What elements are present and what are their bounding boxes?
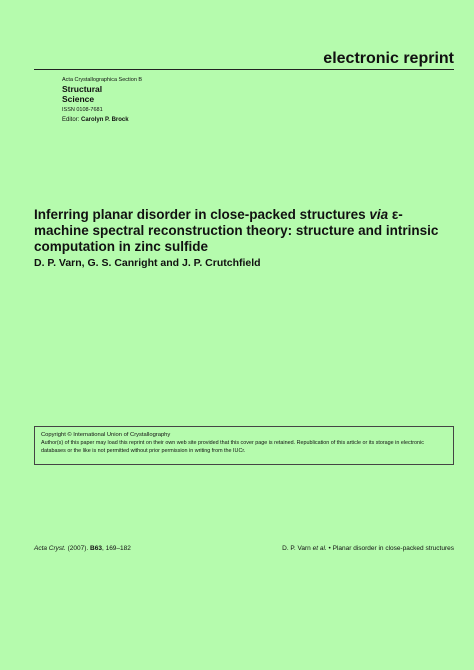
journal-info — [62, 76, 302, 125]
running-et-al: et al. — [312, 545, 327, 552]
citation-journal: Acta Cryst. — [34, 545, 66, 552]
editor-label: Editor: — [62, 117, 80, 123]
citation-pages: , 169–182 — [101, 545, 131, 552]
journal-name: Acta Crystallographica Section B — [62, 77, 143, 83]
copyright-box — [34, 426, 454, 465]
copyright-line: Copyright © International Union of Crystallography — [41, 432, 171, 438]
issn: ISSN 0108-7681 — [62, 107, 103, 113]
section-name-line2: Science — [62, 94, 95, 104]
running-author: D. P. Varn — [282, 545, 311, 552]
title-part2: ε-machine spectral reconstruction theory: structure and intrinsic computation in zinc sulfide — [34, 207, 439, 254]
editor-line — [62, 116, 302, 125]
editor-name: Carolyn P. Brock — [81, 117, 129, 123]
running-title: • Planar disorder in close-packed structures — [328, 545, 454, 552]
title-via: via — [369, 207, 389, 222]
title-part1: Inferring planar disorder in close-packed structures — [34, 207, 370, 222]
citation — [34, 545, 131, 552]
citation-volume: B63 — [90, 545, 102, 552]
article-authors: D. P. Varn, G. S. Canright and J. P. Crutchfield — [34, 257, 261, 269]
citation-year: (2007). — [67, 545, 89, 552]
copyright-text: Author(s) of this paper may load this reprint on their own web site provided that this cover page is retained. Republication of this article or its storage in electronic databases or the like is not permitted without prior permission in writing from the IUCr. — [41, 440, 424, 454]
electronic-reprint-label: electronic reprint — [323, 50, 454, 67]
header-rule — [34, 69, 454, 70]
article-title — [34, 207, 454, 255]
running-head — [282, 545, 454, 552]
section-name-line1: Structural — [62, 84, 103, 94]
